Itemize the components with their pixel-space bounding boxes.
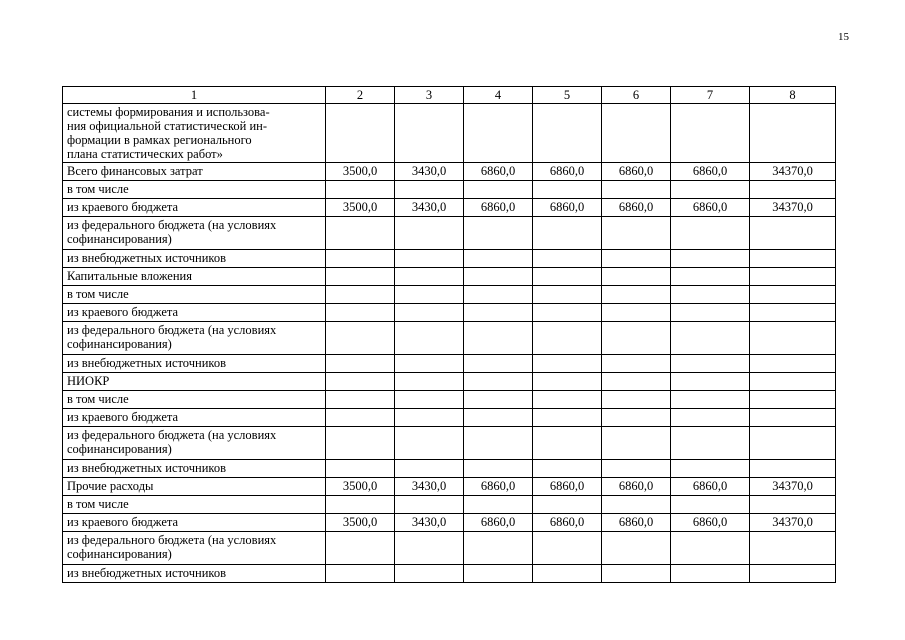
row-label: из внебюджетных источников: [63, 460, 326, 478]
value-cell: [533, 322, 602, 355]
value-cell: 3430,0: [395, 199, 464, 217]
value-cell: 6860,0: [671, 514, 750, 532]
value-cell: [464, 355, 533, 373]
value-cell: [464, 304, 533, 322]
value-cell: [326, 409, 395, 427]
value-cell: 6860,0: [533, 478, 602, 496]
value-cell: [464, 427, 533, 460]
table-row: [63, 268, 836, 286]
value-cell: [750, 217, 836, 250]
value-cell: 6860,0: [602, 478, 671, 496]
value-cell: [602, 391, 671, 409]
value-cell: [533, 460, 602, 478]
value-cell: 6860,0: [602, 163, 671, 181]
value-cell: [464, 268, 533, 286]
value-cell: [750, 409, 836, 427]
column-header: 6: [602, 87, 671, 104]
table-row: [63, 286, 836, 304]
value-cell: [533, 373, 602, 391]
value-cell: [326, 181, 395, 199]
value-cell: [750, 268, 836, 286]
table-row: [63, 355, 836, 373]
value-cell: [464, 565, 533, 583]
value-cell: [326, 286, 395, 304]
value-cell: 6860,0: [671, 163, 750, 181]
value-cell: [671, 217, 750, 250]
table-row: [63, 409, 836, 427]
row-label: из внебюджетных источников: [63, 250, 326, 268]
value-cell: 3430,0: [395, 514, 464, 532]
table-row: [63, 496, 836, 514]
value-cell: [464, 181, 533, 199]
value-cell: [464, 460, 533, 478]
table-row: [63, 460, 836, 478]
value-cell: [533, 268, 602, 286]
value-cell: [464, 286, 533, 304]
value-cell: [750, 391, 836, 409]
value-cell: [533, 304, 602, 322]
value-cell: [750, 373, 836, 391]
table-row: [63, 565, 836, 583]
value-cell: [533, 355, 602, 373]
value-cell: [602, 355, 671, 373]
value-cell: [395, 104, 464, 163]
value-cell: [602, 286, 671, 304]
table-row: [63, 514, 836, 532]
table-row: [63, 427, 836, 460]
column-header: 7: [671, 87, 750, 104]
value-cell: [671, 286, 750, 304]
value-cell: [671, 460, 750, 478]
value-cell: 6860,0: [671, 199, 750, 217]
row-label: из краевого бюджета: [63, 409, 326, 427]
value-cell: [326, 250, 395, 268]
table-row: [63, 217, 836, 250]
value-cell: [750, 355, 836, 373]
column-header: 3: [395, 87, 464, 104]
value-cell: 6860,0: [533, 514, 602, 532]
value-cell: [671, 104, 750, 163]
value-cell: [602, 565, 671, 583]
row-label: системы формирования и использова- ния официальной статистической ин- формации в рамках регионального плана статистических работ»: [63, 104, 326, 163]
value-cell: 6860,0: [602, 199, 671, 217]
value-cell: 34370,0: [750, 163, 836, 181]
value-cell: [671, 565, 750, 583]
value-cell: [464, 217, 533, 250]
value-cell: [326, 460, 395, 478]
table-row: [63, 478, 836, 496]
value-cell: [533, 104, 602, 163]
value-cell: [395, 181, 464, 199]
value-cell: [326, 268, 395, 286]
value-cell: [395, 565, 464, 583]
value-cell: [602, 181, 671, 199]
value-cell: [533, 532, 602, 565]
value-cell: [750, 532, 836, 565]
row-label: из краевого бюджета: [63, 514, 326, 532]
value-cell: [326, 391, 395, 409]
value-cell: [602, 532, 671, 565]
value-cell: [671, 322, 750, 355]
value-cell: [602, 460, 671, 478]
table-row: [63, 250, 836, 268]
value-cell: [326, 496, 395, 514]
value-cell: 6860,0: [602, 514, 671, 532]
row-label: из внебюджетных источников: [63, 355, 326, 373]
row-label: в том числе: [63, 181, 326, 199]
table-row: [63, 163, 836, 181]
row-label: Прочие расходы: [63, 478, 326, 496]
value-cell: [750, 304, 836, 322]
value-cell: [464, 391, 533, 409]
value-cell: [533, 286, 602, 304]
value-cell: 3430,0: [395, 163, 464, 181]
value-cell: [464, 496, 533, 514]
value-cell: [750, 250, 836, 268]
value-cell: [326, 427, 395, 460]
value-cell: 34370,0: [750, 478, 836, 496]
value-cell: [395, 409, 464, 427]
value-cell: [602, 268, 671, 286]
value-cell: 6860,0: [464, 199, 533, 217]
row-label: в том числе: [63, 391, 326, 409]
value-cell: 6860,0: [533, 163, 602, 181]
table-row: [63, 391, 836, 409]
value-cell: [326, 532, 395, 565]
value-cell: [671, 391, 750, 409]
value-cell: [395, 268, 464, 286]
value-cell: 34370,0: [750, 199, 836, 217]
value-cell: [395, 355, 464, 373]
value-cell: [750, 104, 836, 163]
value-cell: [602, 322, 671, 355]
value-cell: [395, 286, 464, 304]
value-cell: [671, 355, 750, 373]
value-cell: [326, 304, 395, 322]
value-cell: [671, 304, 750, 322]
value-cell: 3430,0: [395, 478, 464, 496]
value-cell: [533, 217, 602, 250]
value-cell: [395, 496, 464, 514]
value-cell: [395, 217, 464, 250]
value-cell: [395, 322, 464, 355]
value-cell: [326, 217, 395, 250]
value-cell: [326, 104, 395, 163]
row-label: в том числе: [63, 496, 326, 514]
value-cell: [395, 391, 464, 409]
table-row: [63, 181, 836, 199]
column-header: 2: [326, 87, 395, 104]
value-cell: 6860,0: [464, 163, 533, 181]
value-cell: [602, 427, 671, 460]
value-cell: [395, 460, 464, 478]
table-row: [63, 304, 836, 322]
value-cell: [326, 322, 395, 355]
row-label: из федерального бюджета (на условиях софинансирования): [63, 427, 326, 460]
value-cell: [671, 250, 750, 268]
value-cell: [533, 409, 602, 427]
value-cell: [326, 373, 395, 391]
row-label: в том числе: [63, 286, 326, 304]
value-cell: [671, 409, 750, 427]
column-header: 5: [533, 87, 602, 104]
value-cell: [750, 496, 836, 514]
value-cell: [602, 250, 671, 268]
value-cell: 6860,0: [671, 478, 750, 496]
table-row: [63, 532, 836, 565]
row-label: Всего финансовых затрат: [63, 163, 326, 181]
row-label: из внебюджетных источников: [63, 565, 326, 583]
row-label: из федерального бюджета (на условиях софинансирования): [63, 322, 326, 355]
row-label: Капитальные вложения: [63, 268, 326, 286]
value-cell: 3500,0: [326, 199, 395, 217]
value-cell: [671, 532, 750, 565]
value-cell: 6860,0: [464, 514, 533, 532]
value-cell: [464, 532, 533, 565]
value-cell: [671, 181, 750, 199]
table-row: [63, 373, 836, 391]
table-row: [63, 199, 836, 217]
value-cell: [395, 427, 464, 460]
table-row: [63, 104, 836, 163]
value-cell: [671, 373, 750, 391]
value-cell: [464, 104, 533, 163]
value-cell: [602, 104, 671, 163]
value-cell: 3500,0: [326, 478, 395, 496]
value-cell: [533, 391, 602, 409]
value-cell: 3500,0: [326, 514, 395, 532]
value-cell: [395, 532, 464, 565]
value-cell: [671, 427, 750, 460]
value-cell: 6860,0: [533, 199, 602, 217]
value-cell: [533, 496, 602, 514]
value-cell: [750, 565, 836, 583]
value-cell: [671, 496, 750, 514]
value-cell: [533, 565, 602, 583]
value-cell: [750, 322, 836, 355]
value-cell: [750, 181, 836, 199]
row-label: из краевого бюджета: [63, 199, 326, 217]
value-cell: [750, 286, 836, 304]
value-cell: [464, 322, 533, 355]
column-header: 8: [750, 87, 836, 104]
value-cell: 6860,0: [464, 478, 533, 496]
row-label: из федерального бюджета (на условиях софинансирования): [63, 532, 326, 565]
value-cell: [533, 250, 602, 268]
row-label: из краевого бюджета: [63, 304, 326, 322]
value-cell: [602, 409, 671, 427]
value-cell: [395, 373, 464, 391]
value-cell: 34370,0: [750, 514, 836, 532]
value-cell: [326, 355, 395, 373]
column-header: 1: [63, 87, 326, 104]
budget-table: [62, 86, 836, 583]
page-number: 15: [838, 31, 849, 43]
value-cell: [395, 250, 464, 268]
row-label: из федерального бюджета (на условиях софинансирования): [63, 217, 326, 250]
value-cell: [750, 460, 836, 478]
value-cell: [464, 250, 533, 268]
value-cell: [464, 373, 533, 391]
value-cell: [326, 565, 395, 583]
value-cell: [533, 181, 602, 199]
value-cell: [602, 217, 671, 250]
value-cell: [602, 373, 671, 391]
row-label: НИОКР: [63, 373, 326, 391]
value-cell: [533, 427, 602, 460]
value-cell: [602, 496, 671, 514]
value-cell: [750, 427, 836, 460]
value-cell: [395, 304, 464, 322]
column-header: 4: [464, 87, 533, 104]
value-cell: 3500,0: [326, 163, 395, 181]
table-row: [63, 322, 836, 355]
value-cell: [464, 409, 533, 427]
value-cell: [602, 304, 671, 322]
value-cell: [671, 268, 750, 286]
header-row: [63, 87, 836, 104]
